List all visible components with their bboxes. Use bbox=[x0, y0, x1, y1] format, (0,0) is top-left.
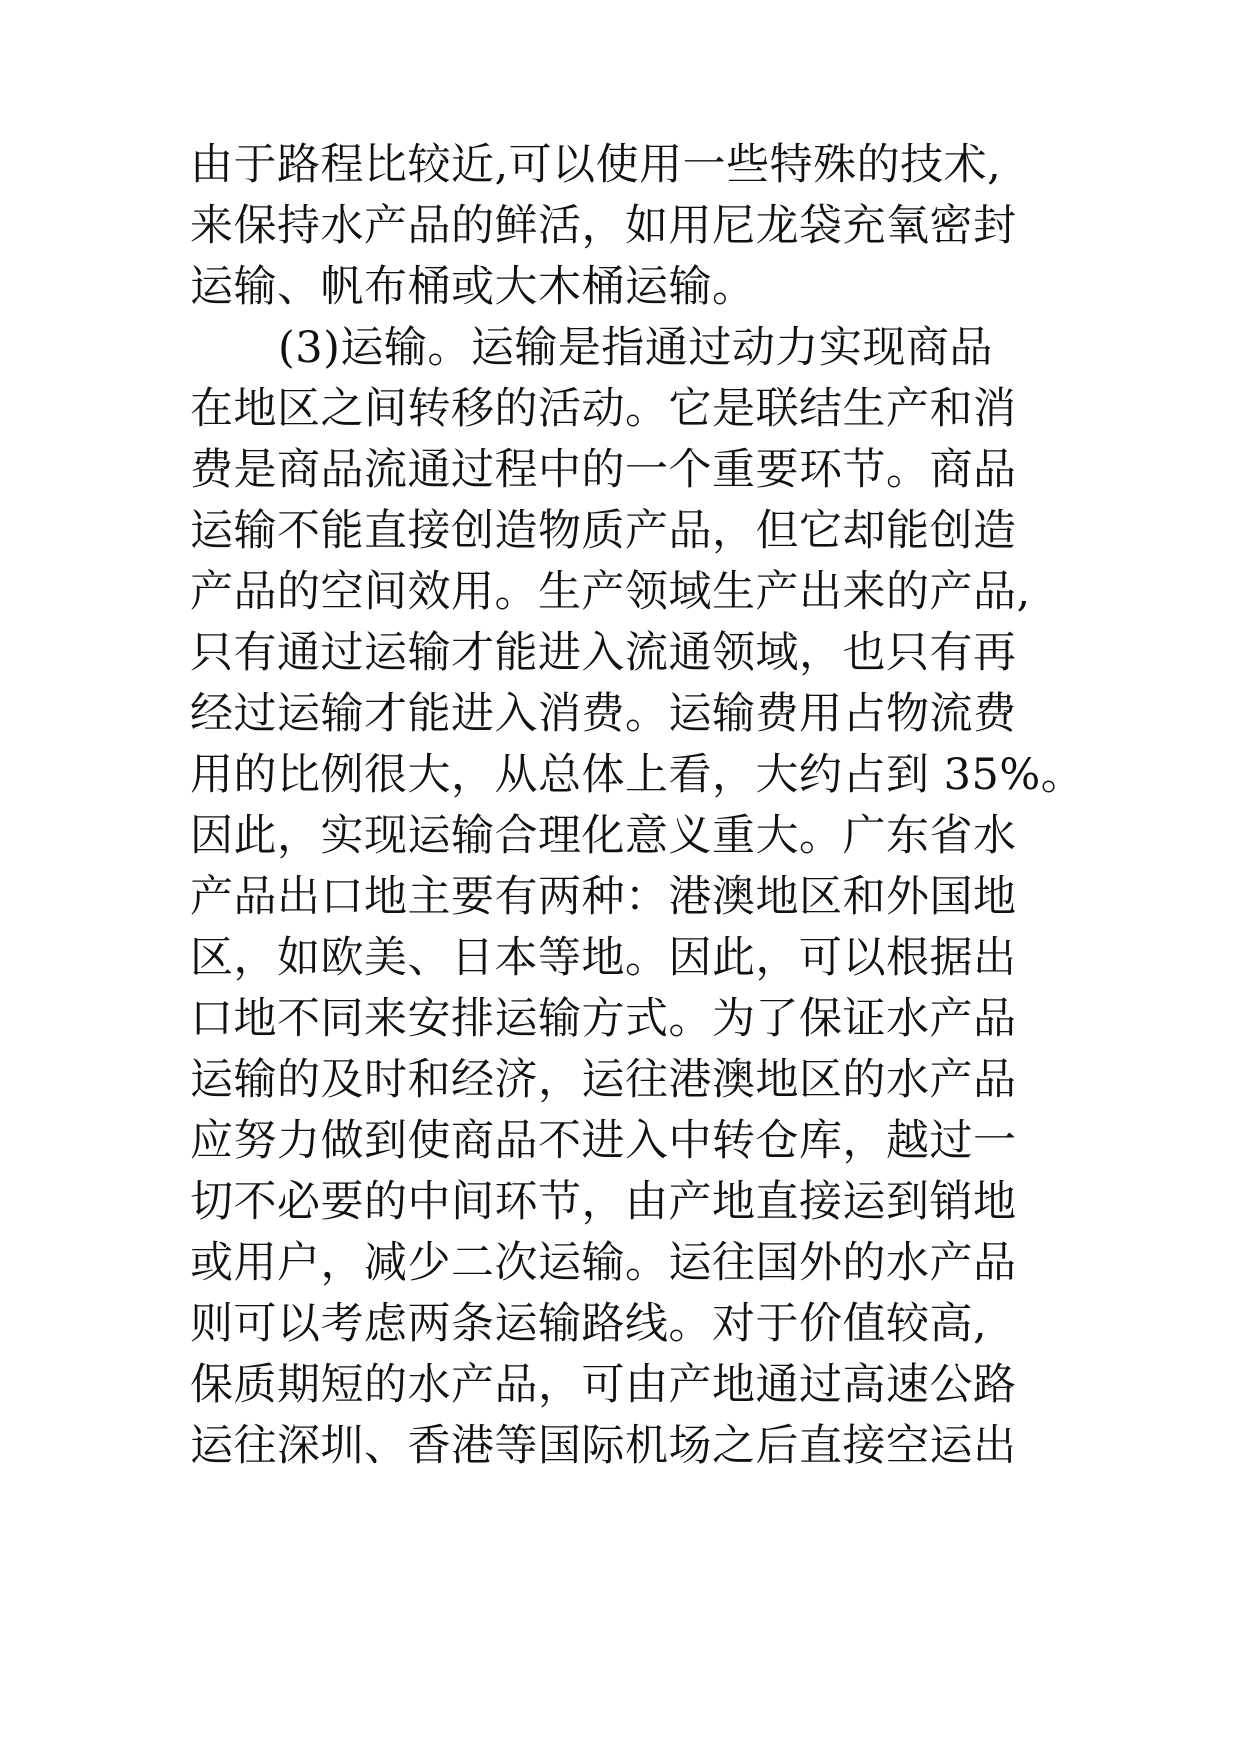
text-line: 由于路程比较近,可以使用一些特殊的技术, bbox=[190, 140, 1002, 190]
paragraph-start-line: (3)运输。运输是指通过动力实现商品 bbox=[278, 323, 993, 373]
text-line: 产品的空间效用。生产领域生产出来的产品, bbox=[190, 567, 1031, 617]
text-line: 运输的及时和经济，运往港澳地区的水产品 bbox=[190, 1055, 1017, 1105]
text-line: 则可以考虑两条运输路线。对于价值较高, bbox=[190, 1299, 988, 1349]
text-line: 因此，实现运输合理化意义重大。广东省水 bbox=[190, 811, 1017, 861]
text-line: 口地不同来安排运输方式。为了保证水产品 bbox=[190, 994, 1017, 1044]
text-line: 用的比例很大，从总体上看，大约占到 35%。 bbox=[190, 750, 1085, 800]
text-line: 经过运输才能进入消费。运输费用占物流费 bbox=[190, 689, 1017, 739]
text-line: 或用户，减少二次运输。运往国外的水产品 bbox=[190, 1238, 1017, 1288]
text-line: 来保持水产品的鲜活，如用尼龙袋充氧密封 bbox=[190, 201, 1017, 251]
text-line: 在地区之间转移的活动。它是联结生产和消 bbox=[190, 384, 1017, 434]
text-line: 运输不能直接创造物质产品，但它却能创造 bbox=[190, 506, 1017, 556]
text-line: 运输、帆布桶或大木桶运输。 bbox=[190, 262, 756, 312]
text-line: 产品出口地主要有两种：港澳地区和外国地 bbox=[190, 872, 1017, 922]
text-line: 运往深圳、香港等国际机场之后直接空运出 bbox=[190, 1421, 1017, 1471]
text-line: 应努力做到使商品不进入中转仓库，越过一 bbox=[190, 1116, 1017, 1166]
text-line: 只有通过运输才能进入流通领域，也只有再 bbox=[190, 628, 1017, 678]
text-line: 费是商品流通过程中的一个重要环节。商品 bbox=[190, 445, 1017, 495]
text-line: 保质期短的水产品，可由产地通过高速公路 bbox=[190, 1360, 1017, 1410]
text-line: 切不必要的中间环节，由产地直接运到销地 bbox=[190, 1177, 1017, 1227]
text-line: 区，如欧美、日本等地。因此，可以根据出 bbox=[190, 933, 1017, 983]
